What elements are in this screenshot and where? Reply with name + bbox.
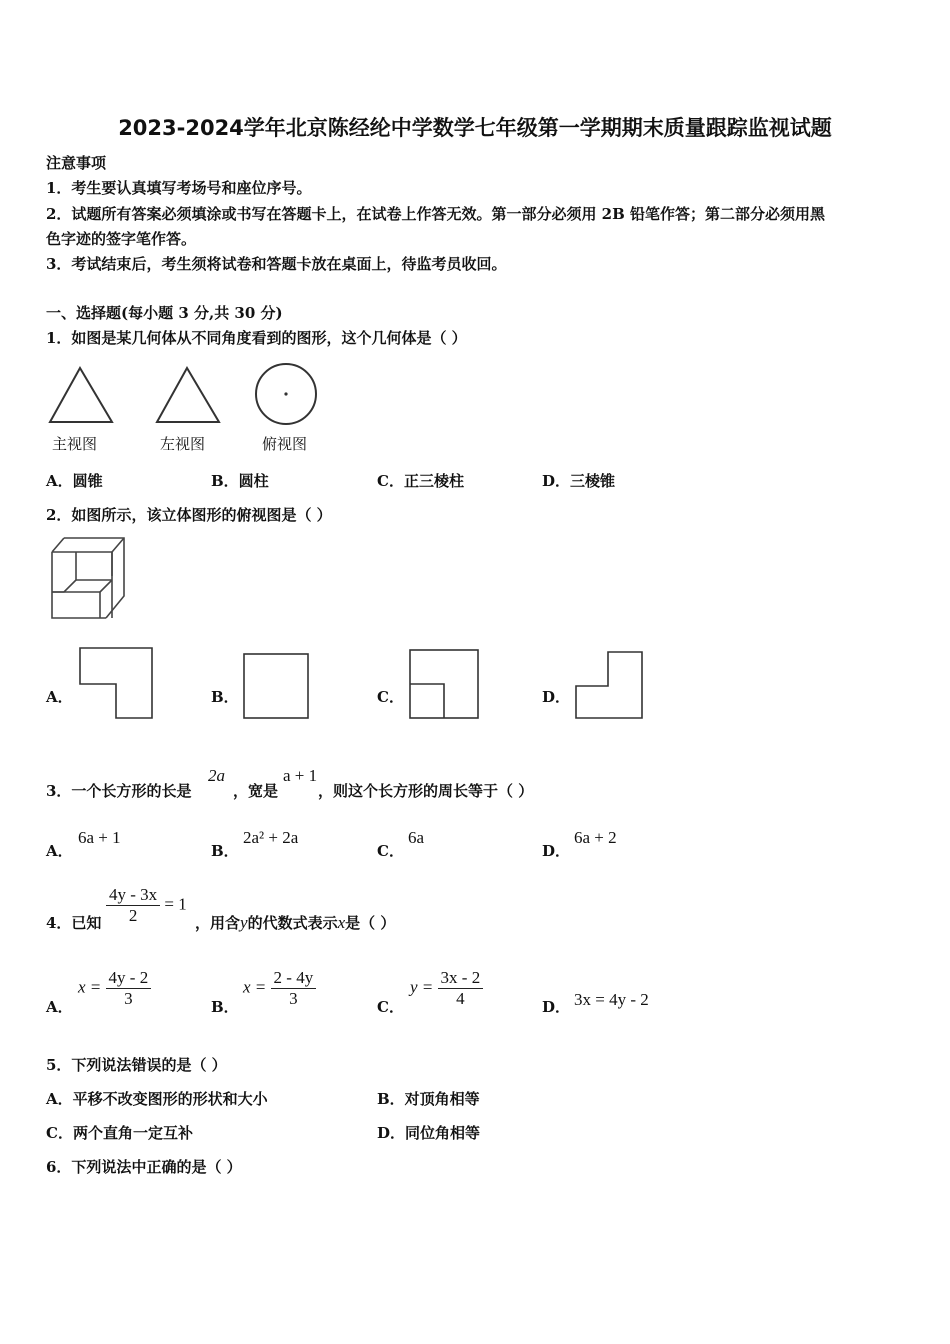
- square-top-view-icon: [242, 652, 310, 720]
- q4-answer-b: [243, 968, 316, 1009]
- q4-label-b: B．: [211, 998, 239, 1016]
- question-3-stem-pre: 3．一个长方形的长是: [46, 782, 192, 800]
- q4-eq-denominator: 2: [128, 906, 138, 925]
- question-1-stem: 1．如图是某几何体从不同角度看到的图形，这个几何体是（ ）: [46, 329, 467, 347]
- side-view-caption: 左视图: [160, 435, 206, 453]
- q4-b-lhs: x =: [243, 977, 267, 997]
- q4-var-x: x: [337, 913, 346, 932]
- question-5-stem: 5．下列说法错误的是（ ）: [46, 1056, 227, 1074]
- q1-option-d: D．三棱锥: [542, 472, 616, 490]
- section-heading: 一、选择题(每小题 3 分,共 30 分): [46, 304, 283, 322]
- top-view-caption: 俯视图: [262, 435, 308, 453]
- q3-width-expr: a + 1: [283, 766, 318, 785]
- q3-label-d: D．: [542, 842, 571, 860]
- question-4-stem-pre: 4．已知: [46, 914, 102, 932]
- notice-item: 3．考试结束后，考生须将试卷和答题卡放在桌面上，待监考员收回。: [46, 255, 507, 273]
- stepped-solid-icon: [46, 534, 130, 624]
- q5-option-c: C．两个直角一定互补: [46, 1124, 193, 1142]
- question-6-stem: 6．下列说法中正确的是（ ）: [46, 1158, 242, 1176]
- l-shape-top-view-icon: [78, 646, 154, 720]
- q3-answer-c: 6a: [408, 828, 425, 847]
- q4-a-denominator: 3: [124, 989, 133, 1008]
- q2-option-d-figure: [574, 650, 644, 720]
- q2-label-a: A．: [46, 688, 73, 706]
- q4-c-lhs: y =: [410, 977, 434, 997]
- q4-label-c: C．: [377, 998, 404, 1016]
- q1-option-b: B．圆柱: [211, 472, 269, 490]
- q4-post2: 的代数式表示: [247, 914, 338, 932]
- q4-var-y: y: [240, 913, 248, 932]
- q2-label-c: C．: [377, 688, 404, 706]
- q2-label-d: D．: [542, 688, 571, 706]
- solid-figure: [46, 534, 130, 624]
- question-3-stem-post: ，则这个长方形的周长等于（ ）: [318, 782, 534, 800]
- q4-label-a: A．: [46, 998, 73, 1016]
- q3-label-a: A．: [46, 842, 73, 860]
- notice-heading: 注意事项: [46, 154, 107, 172]
- q1-option-a: A．圆锥: [46, 472, 103, 490]
- q4-c-numerator: 3x - 2: [438, 968, 484, 989]
- q3-label-b: B．: [211, 842, 239, 860]
- q2-option-c-figure: [408, 648, 480, 720]
- reverse-l-shape-icon: [574, 650, 644, 720]
- question-3-stem-mid: ，宽是: [233, 782, 279, 800]
- q4-a-lhs: x =: [78, 977, 102, 997]
- notice-item: 2．试题所有答案必须填涂或书写在答题卡上，在试卷上作答无效。第一部分必须用 2B 铅笔作答；第二部分必须用黑: [46, 205, 826, 223]
- question-2-stem: 2．如图所示，该立体图形的俯视图是（ ）: [46, 506, 332, 524]
- q4-a-numerator: 4y - 2: [106, 968, 152, 989]
- q2-option-b-figure: [242, 652, 310, 720]
- q5-option-d: D．同位角相等: [377, 1124, 481, 1142]
- question-4-stem-text: [195, 912, 395, 933]
- notice-item: 色字迹的签字笔作答。: [46, 230, 197, 248]
- notice-item: 1．考生要认真填写考场号和座位序号。: [46, 179, 312, 197]
- q2-label-b: B．: [211, 688, 239, 706]
- q4-eq-numerator: 4y - 3x: [106, 885, 160, 906]
- q4-b-numerator: 2 - 4y: [271, 968, 317, 989]
- square-with-inner-square-icon: [408, 648, 480, 720]
- q2-option-a-figure: [78, 646, 154, 720]
- q5-option-b: B．对顶角相等: [377, 1090, 480, 1108]
- q3-answer-d: 6a + 2: [574, 828, 617, 847]
- q4-label-d: D．: [542, 998, 571, 1016]
- q3-answer-b: 2a² + 2a: [243, 828, 299, 847]
- q4-c-denominator: 4: [456, 989, 465, 1008]
- q3-length-expr: 2a: [208, 766, 225, 785]
- page-title: 2023-2024学年北京陈经纶中学数学七年级第一学期期末质量跟踪监视试题: [118, 116, 832, 140]
- q4-answer-a: [78, 968, 151, 1009]
- q4-answer-d: 3x = 4y - 2: [574, 990, 649, 1009]
- q4-given-equation: [106, 885, 187, 926]
- q4-b-denominator: 3: [289, 989, 298, 1008]
- q5-option-a: A．平移不改变图形的形状和大小: [46, 1090, 268, 1108]
- q4-eq-rhs: = 1: [164, 894, 187, 914]
- q3-label-c: C．: [377, 842, 404, 860]
- q1-option-c: C．正三棱柱: [377, 472, 464, 490]
- q4-post1: ，用含: [195, 914, 241, 932]
- front-view-caption: 主视图: [52, 435, 98, 453]
- q4-answer-c: [410, 968, 483, 1009]
- q3-answer-a: 6a + 1: [78, 828, 121, 847]
- q4-post3: 是（ ）: [345, 914, 396, 932]
